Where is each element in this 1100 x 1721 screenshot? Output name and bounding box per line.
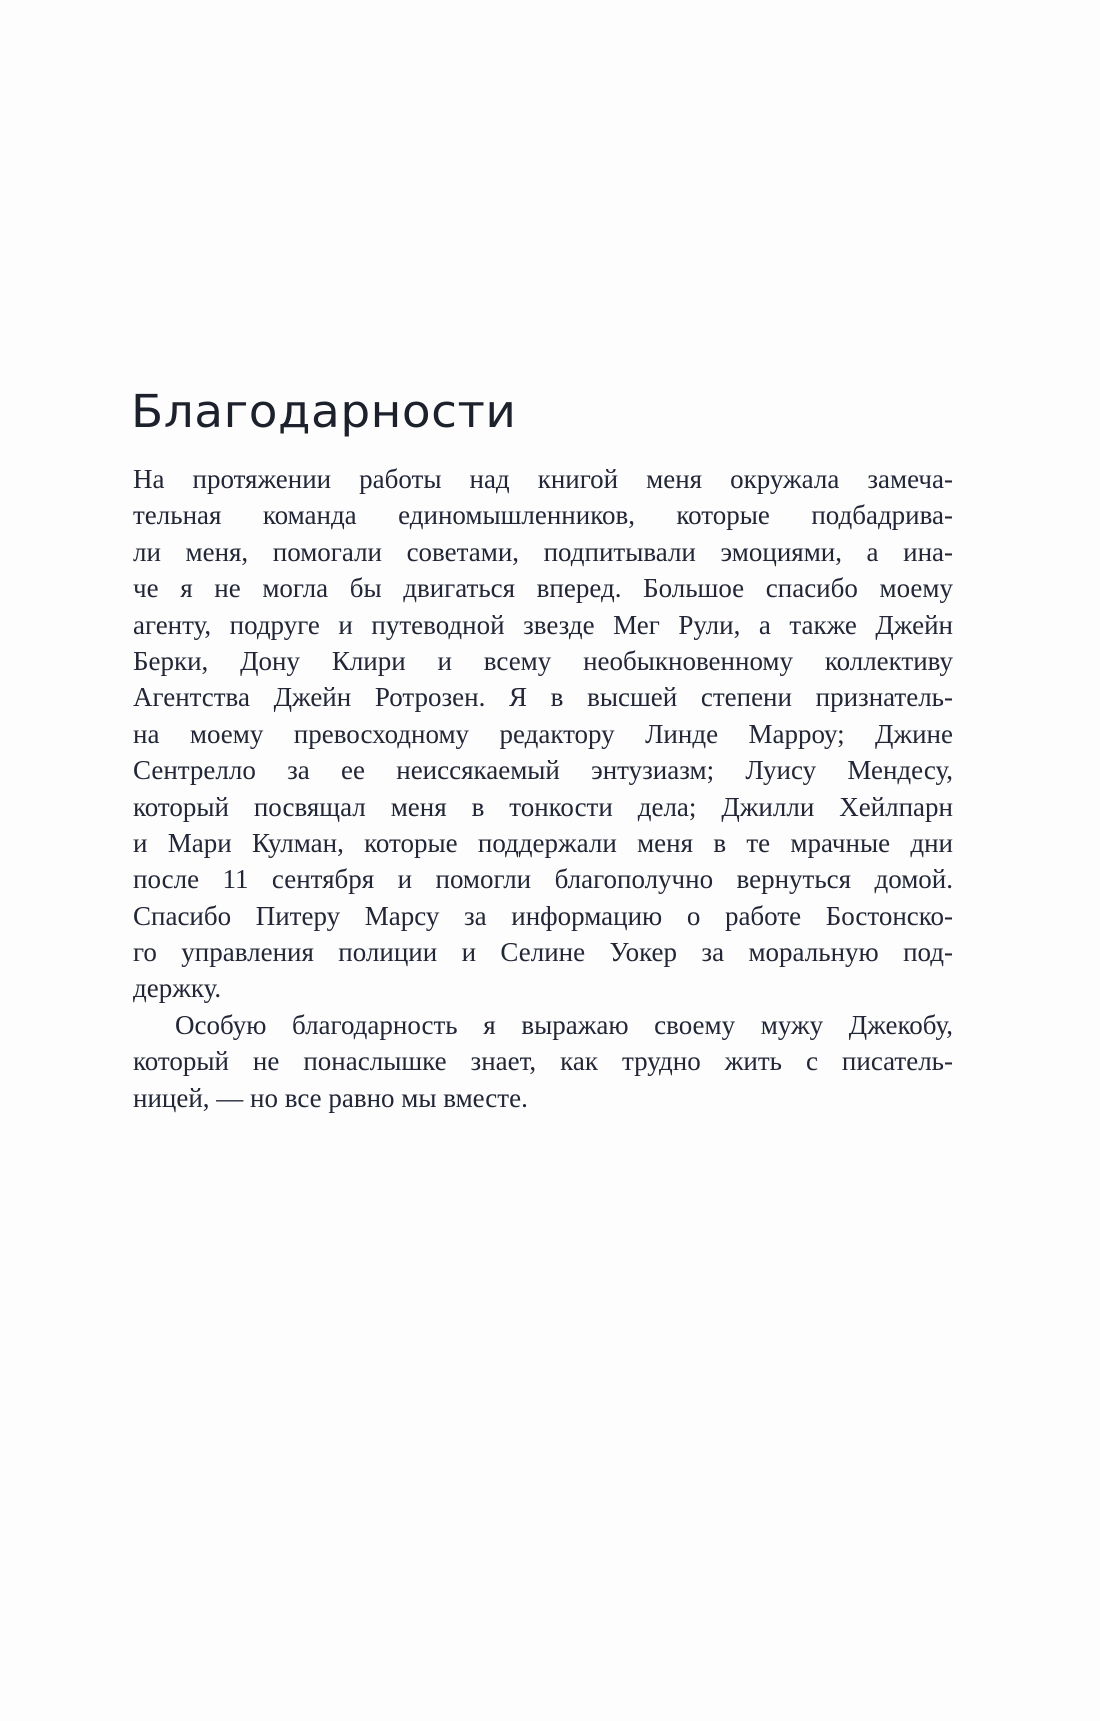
text-line: Берки, Дону Клири и всему необыкновенному коллективу bbox=[133, 645, 953, 676]
text-line: на моему превосходному редактору Линде Марроу; Джине bbox=[133, 718, 953, 749]
text-block bbox=[133, 461, 953, 1116]
page-title: Благодарности bbox=[131, 385, 517, 439]
text-line: На протяжении работы над книгой меня окружала замеча- bbox=[133, 464, 953, 494]
text-line: который посвящал меня в тонкости дела; Джилли Хейлпарн bbox=[133, 791, 953, 822]
text-line: который не понаслышке знает, как трудно жить с писатель- bbox=[133, 1046, 953, 1077]
text-line: че я не могла бы двигаться вперед. Большое спасибо моему bbox=[133, 573, 953, 604]
text-line: ли меня, помогали советами, подпитывали эмоциями, а ина- bbox=[133, 536, 953, 567]
text-line: агенту, подруге и путеводной звезде Мег Рули, а также Джейн bbox=[133, 609, 953, 640]
text-line: ницей, — но все равно мы вместе. bbox=[133, 1082, 528, 1113]
text-line: Спасибо Питеру Марсу за информацию о работе Бостонско- bbox=[133, 900, 953, 931]
text-line: после 11 сентября и помогли благополучно вернуться домой. bbox=[133, 864, 953, 895]
text-line: Сентрелло за ее неиссякаемый энтузиазм; Луису Мендесу, bbox=[133, 755, 953, 786]
text-line: Агентства Джейн Ротрозен. Я в высшей степени признатель- bbox=[133, 682, 953, 713]
text-line: держку. bbox=[133, 973, 222, 1004]
text-line: го управления полиции и Селине Уокер за моральную под- bbox=[133, 937, 953, 968]
text-line: и Мари Кулман, которые поддержали меня в те мрачные дни bbox=[133, 827, 953, 858]
text-line: Особую благодарность я выражаю своему мужу Джекобу, bbox=[175, 1009, 953, 1040]
text-line: тельная команда единомышленников, которые подбадрива- bbox=[133, 500, 953, 531]
